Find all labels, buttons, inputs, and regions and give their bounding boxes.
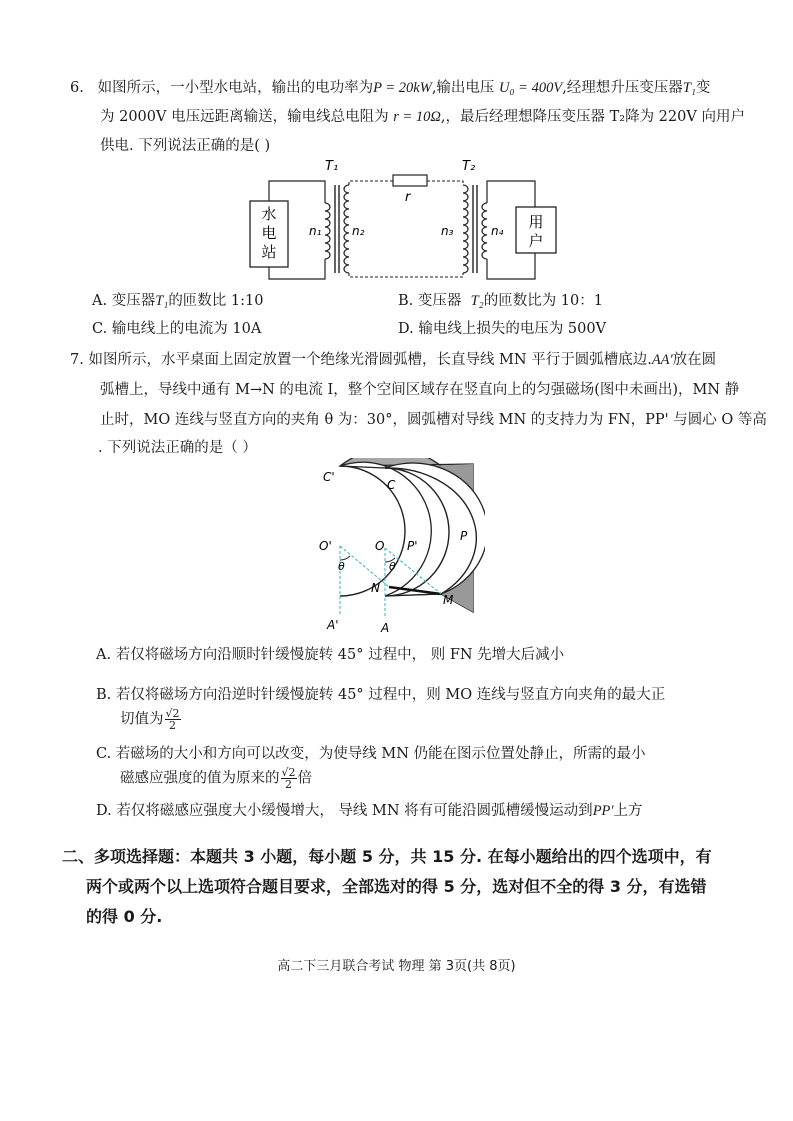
coil-n2	[344, 185, 349, 273]
label-c-prime: C'	[323, 470, 335, 484]
label-c: C	[387, 478, 396, 492]
option-text: 上方	[613, 803, 643, 819]
label-a: A	[381, 621, 390, 635]
q6-text: 如图所示，一小型水电站，输出的电功率为	[97, 80, 374, 96]
q7-option-a: A. 若仅将磁场方向沿顺时针缓慢旋转 45° 过程中， 则 FN 先增大后减小	[96, 647, 565, 663]
q7-line2: 弧槽上，导线中通有 M→N 的电流 I，整个空间区域存在竖直向上的匀强磁场(图中未画出)，MN 静	[100, 382, 740, 398]
q6-line1	[70, 78, 710, 98]
label-theta-1: θ	[338, 560, 345, 573]
q7-text: 7. 如图所示，水平桌面上固定放置一个绝缘光滑圆弧槽，长直导线 MN 平行于圆弧槽底边.	[70, 352, 652, 368]
label-t2: T₂	[462, 159, 476, 174]
q6-power: P = 20kW	[373, 80, 432, 96]
label-a-prime: A'	[327, 618, 339, 632]
label-theta-2: θ	[389, 560, 396, 573]
q7-option-b: B. 若仅将磁场方向沿逆时针缓慢旋转 45° 过程中，则 MO 连线与竖直方向夹角的最大正	[96, 687, 666, 703]
label-n1: n₁	[309, 224, 322, 238]
q6-option-a	[92, 291, 263, 311]
label-r: r	[405, 190, 411, 205]
q6-transformer-diagram	[245, 155, 565, 285]
option-text: 切值为	[120, 711, 164, 728]
section2-heading-line2: 两个或两个以上选项符合题目要求，全部选对的得 5 分，选对但不全的得 3 分，有选错	[86, 877, 707, 896]
page-footer: 高二下三月联合考试 物理 第 3页(共 8页)	[277, 959, 516, 974]
option-var: PP'	[592, 803, 614, 819]
q7-option-b-cont	[120, 708, 182, 731]
fraction-num: √2	[281, 766, 296, 779]
station-label: 电	[261, 224, 277, 242]
fraction-sqrt2-over-2	[281, 767, 297, 790]
q6-option-d: D. 输电线上损失的电压为 500V	[398, 321, 607, 337]
coil-n1	[325, 203, 330, 259]
user-label: 户	[528, 232, 544, 250]
q6-text: ,，最后经理想降压变压器 T₂降为 220V 向用户	[440, 109, 745, 125]
option-var: T₁	[155, 293, 169, 309]
option-text: A. 变压器	[92, 293, 156, 309]
label-n3: n₃	[441, 224, 454, 238]
station-label: 站	[261, 243, 277, 261]
q7-var: AA'	[651, 352, 673, 368]
label-m: M	[443, 593, 454, 607]
q6-voltage: U₀ = 400V	[499, 80, 563, 96]
q6-text: 变	[695, 80, 711, 96]
fraction-den: 2	[285, 778, 292, 791]
q7-option-c-cont	[120, 767, 312, 790]
q7-line3: 止时，MO 连线与竖直方向的夹角 θ 为：30°，圆弧槽对导线 MN 的支持力为 FN，PP' 与圆心 O 等高	[100, 412, 767, 428]
q6-t1: T₁	[682, 80, 696, 96]
fraction-sqrt2-over-2	[165, 708, 181, 731]
label-p: P	[460, 529, 468, 543]
resistor-r	[393, 175, 427, 186]
q6-text: 为 2000V 电压远距离输送，输电线总电阻为	[100, 109, 389, 125]
q6-text: ,输出电压	[431, 80, 495, 96]
q7-option-c: C. 若磁场的大小和方向可以改变，为使导线 MN 仍能在图示位置处静止，所需的最小	[96, 746, 646, 762]
option-text: B. 变压器	[398, 293, 462, 309]
user-label: 用	[528, 213, 544, 231]
q7-arc-groove-diagram	[305, 458, 485, 638]
q7-line1	[70, 350, 716, 370]
section2-heading-line3: 的得 0 分.	[86, 907, 163, 926]
q6-line2	[100, 107, 745, 127]
station-label: 水	[261, 205, 277, 223]
label-o-prime: O'	[319, 539, 332, 553]
label-t1: T₁	[325, 159, 339, 174]
q6-number: 6.	[70, 80, 84, 96]
q6-resistance: r = 10Ω	[393, 109, 441, 125]
q6-text: ,经理想升压变压器	[562, 80, 683, 96]
coil-n3	[463, 185, 468, 273]
label-n2: n₂	[352, 224, 365, 238]
section2-heading-line1: 二、多项选择题：本题共 3 小题，每小题 5 分，共 15 分. 在每小题给出的四个选项中，有	[62, 847, 712, 866]
q7-line4: . 下列说法正确的是（ ）	[98, 440, 257, 456]
option-var: T₂	[470, 293, 484, 309]
fraction-den: 2	[169, 719, 176, 732]
q7-option-d	[96, 801, 643, 821]
q6-option-b	[398, 291, 603, 311]
option-text: 倍	[297, 770, 313, 787]
label-n4: n₄	[491, 224, 504, 238]
coil-n4	[482, 203, 487, 259]
option-text: 磁感应强度的值为原来的	[120, 770, 280, 787]
option-text: D. 若仅将磁感应强度大小缓慢增大， 导线 MN 将有可能沿圆弧槽缓慢运动到	[96, 803, 593, 819]
q7-text: 放在圆	[672, 352, 717, 368]
fraction-num: √2	[165, 707, 180, 720]
label-o: O	[375, 539, 385, 553]
option-text: 的匝数比 1:10	[168, 293, 264, 309]
label-p-prime: P'	[407, 539, 418, 553]
q6-option-c: C. 输电线上的电流为 10A	[92, 321, 262, 337]
q6-line3: 供电. 下列说法正确的是( )	[100, 138, 271, 154]
label-n: N	[371, 581, 380, 595]
option-text: 的匝数比为 10：1	[483, 293, 603, 309]
